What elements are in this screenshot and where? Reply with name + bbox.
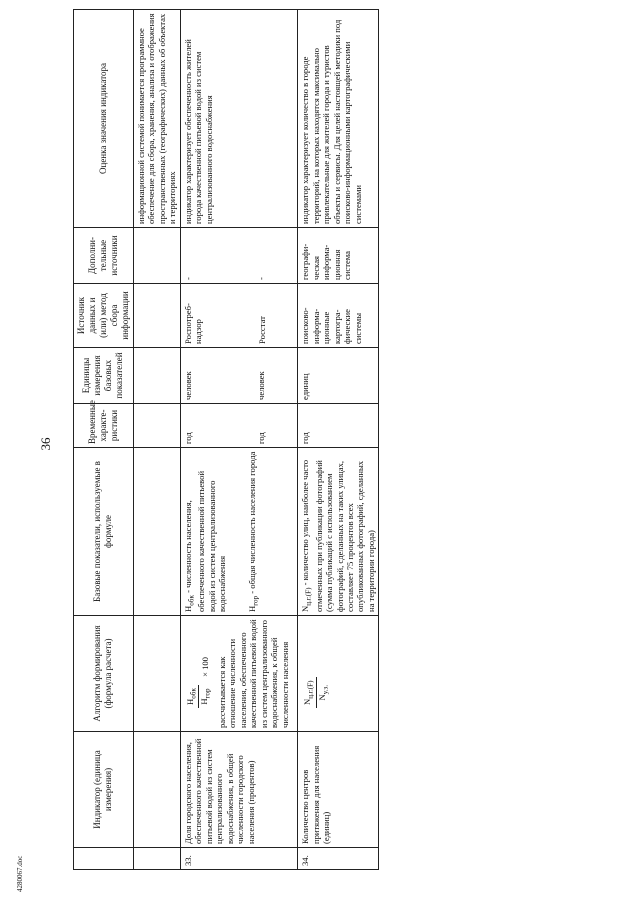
formula-numerator-sub: ц.г.(F)	[306, 680, 315, 699]
source-cell	[180, 284, 297, 348]
header-time: Временные характе-ристики	[74, 404, 134, 448]
time-2: год	[256, 432, 267, 444]
formula-numerator: Н	[184, 698, 195, 705]
formula-fraction	[185, 685, 213, 708]
formula-denominator: N	[316, 694, 327, 701]
rotated-table-container	[73, 10, 569, 870]
assessment-cell: индикатор характеризует количество в городе территорий, на которых находятся максимально привлекательные для жителей города и туристов объекты и сервисы. Для целей настоящей методики под поисково-информационными картографическими системами	[298, 10, 379, 228]
time-1: год	[182, 432, 193, 444]
formula-multiplier: × 100	[200, 657, 211, 677]
row-number: 34.	[298, 848, 379, 870]
source-1: Роспотреб-надзор	[182, 303, 204, 344]
table-row	[180, 10, 297, 870]
header-assessment: Оценка значения индикатора	[74, 10, 134, 228]
footer-filename: 4280067.doc	[16, 855, 24, 892]
formula-numerator: N	[302, 698, 313, 705]
indicator-cell: Доля городского населения, обеспеченного качественной питьевой водой из систем централизованного водоснабжения, в общей численности городского населения (процентов)	[180, 732, 297, 848]
header-base: Базовые показатели, используемые в формуле	[74, 448, 134, 616]
formula-cell	[298, 616, 379, 732]
header-units: Единицы измерения базовых показателей	[74, 348, 134, 404]
header-indicator: Индикатор (единица измерения)	[74, 732, 134, 848]
formula-numerator-sub: обк	[189, 688, 198, 699]
formula-denominator-sub: у.з.	[321, 685, 330, 695]
assessment-cell: индикатор характеризует обеспеченность жителей города качественной питьевой водой из систем централизованного водоснабжения	[180, 10, 297, 228]
units-cell: единиц	[298, 348, 379, 404]
base-indicators-cell	[180, 448, 297, 616]
header-num	[74, 848, 134, 870]
row-number: 33.	[180, 848, 297, 870]
extra-1: -	[182, 277, 193, 280]
table-row-continuation	[133, 10, 180, 870]
unit-2: человек	[256, 371, 267, 400]
source-2: Росстат	[256, 316, 267, 344]
formula-text: рассчитывается как отношение численности населения, обеспеченного качественной питьевой водой из систем централизованного водоснабжения, к общей численности населения	[216, 619, 290, 728]
formula-denominator: Н	[199, 698, 210, 705]
base-indicators-cell: $N_{ц.г.(F)}$ - количество улиц, наиболее часто отмеченных при публикации фотографий (сумма публикаций с использованием фотографий, сделанных на таких улицах, составляет 75 процентов всех опубликованных фотографий, сделанных на территории города)	[298, 448, 379, 616]
extra-2: -	[256, 277, 267, 280]
formula-cell	[180, 616, 297, 732]
time-cell	[180, 404, 297, 448]
formula-fraction	[302, 677, 330, 708]
header-source: Источник данных и (или) метод сбора информации	[74, 284, 134, 348]
units-cell	[180, 348, 297, 404]
formula-denominator-sub: гор	[203, 688, 212, 699]
indicators-table	[73, 9, 379, 870]
header-extra: Дополни-тельные источники	[74, 228, 134, 284]
indicator-cell: Количество центров притяжения для населения (единиц)	[298, 732, 379, 848]
table-row	[298, 10, 379, 870]
extra-source-cell: географи-ческая информа-ционная система	[298, 228, 379, 284]
page-number: 36	[38, 437, 53, 451]
base-indicator-2: $Н_{гор}$ - общая численность населения города	[246, 451, 260, 612]
base-indicator-1: $Н_{обк}$ - численность населения, обеспеченного качественной питьевой водой из систем централизованного водоснабжения	[182, 470, 228, 612]
time-cell: год	[298, 404, 379, 448]
extra-source-cell	[180, 228, 297, 284]
header-formula: Алгоритм формирования (формула расчета)	[74, 616, 134, 732]
continuation-note: информационной системой понимается программное обеспечение для сбора, хранения, анализа и отображения пространственных (географических) данных об объектах и территориях	[133, 10, 180, 228]
unit-1: человек	[182, 371, 193, 400]
source-cell: поисково-информа-ционные картогра-фические системы	[298, 284, 379, 348]
table-header-row	[74, 10, 134, 870]
